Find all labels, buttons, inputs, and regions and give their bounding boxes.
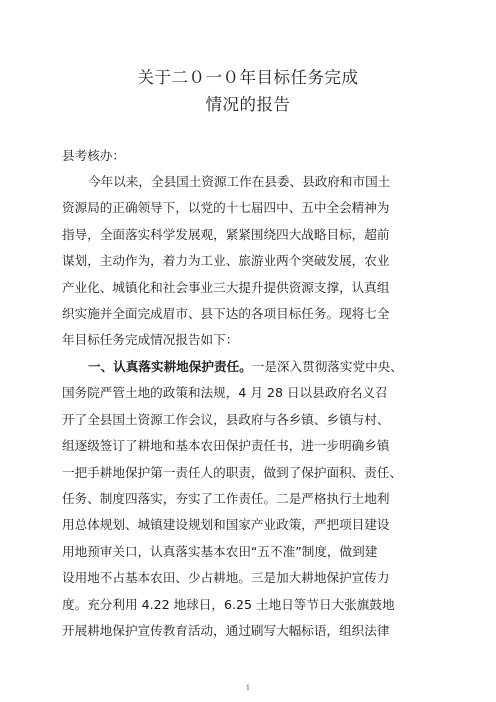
text-line: 今年以来，全县国土资源工作在县委、县政府和市国土 [88, 174, 391, 189]
text-line: 资源局的正确领导下，以党的十七届四中、五中全会精神为 [62, 200, 390, 216]
text-line: 组逐级签订了耕地和基本农田保护责任书，进一步明确乡镇 [62, 438, 390, 454]
text-line: 设用地不占基本农田、少占耕地。三是加大耕地保护宣传力 [62, 570, 390, 586]
text-line [62, 354, 434, 380]
addressee: 县考核办： [62, 148, 125, 163]
page-number: 1 [245, 684, 251, 692]
text-line: 年目标任务完成情况报告如下： [62, 332, 239, 348]
text-line: 谋划，主动作为，着力为工业、旅游业两个突破发展，农业 [62, 253, 390, 269]
document-title-line-2: 情况的报告 [205, 95, 291, 114]
text-line: 国务院严管土地的政策和法规，4 月 28 日以县政府名义召 [62, 385, 388, 401]
text-line: 用总体规划、城镇建设规划和国家产业政策，严把项目建设 [62, 517, 390, 533]
section-heading: 一、认真落实耕地保护责任。 [88, 359, 252, 374]
text-fragment: 一是深入贯彻落实党中央、 [251, 359, 403, 374]
text-line: 度。充分利用 4.22 地球日，6.25 土地日等节日大张旗鼓地 [62, 596, 395, 612]
paragraph-intro [62, 169, 434, 354]
text-line: 用地预审关口，认真落实基本农田“五不准”制度，做到建 [62, 543, 378, 559]
text-line: 任务、制度四落实，夯实了工作责任。二是严格执行土地利 [62, 490, 390, 506]
paragraph-farmland-protection [62, 354, 434, 644]
text-line: 开展耕地保护宣传教育活动，通过刷写大幅标语，组织法律 [62, 622, 390, 638]
text-line: 开了全县国土资源工作会议，县政府与各乡镇、乡镇与村、 [62, 411, 390, 427]
text-line: 指导，全面落实科学发展观，紧紧围绕四大战略目标，超前 [62, 226, 390, 242]
text-line: 一把手耕地保护第一责任人的职责，做到了保护面积、责任、 [62, 464, 403, 480]
text-line: 产业化、城镇化和社会事业三大提升提供资源支撑，认真组 [62, 279, 390, 295]
document-title-line-1: 关于二０一０年目标任务完成 [137, 68, 359, 87]
text-line: 织实施并全面完成眉市、县下达的各项目标任务。现将七全 [62, 305, 390, 321]
